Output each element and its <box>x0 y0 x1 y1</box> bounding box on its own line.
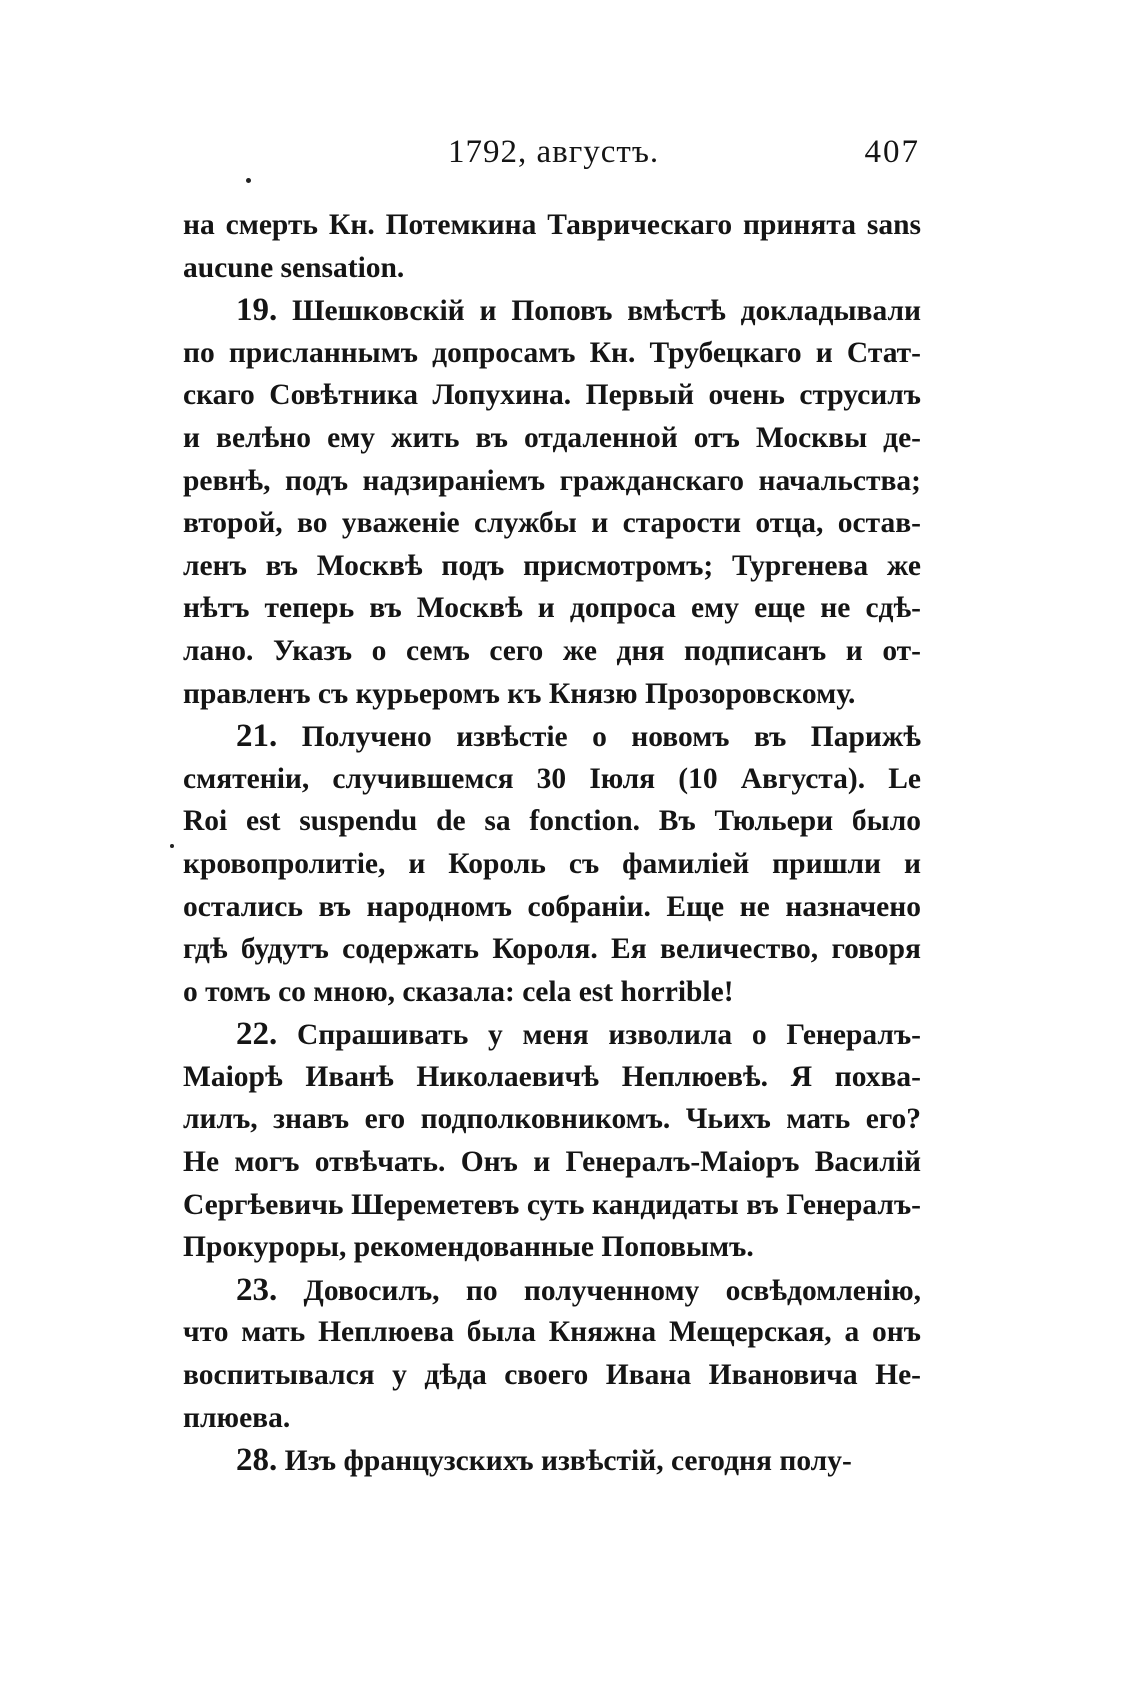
text-line: ленъ въ Москвѣ подъ присмотромъ; Тургенева же <box>183 549 921 582</box>
text-line: Сергѣевичь Шереметевъ суть кандидаты въ Генералъ- <box>183 1188 921 1221</box>
text-line: на смерть Кн. Потемкина Таврическаго принята sans <box>183 209 921 241</box>
entry-number: 19. <box>236 292 278 329</box>
header-title: 1792, августъ. <box>448 134 660 170</box>
text-line: Шешковскій и Поповъ вмѣстѣ докладывали <box>292 295 921 328</box>
text-line: гдѣ будутъ содержать Короля. Ея величество, говоря <box>183 933 921 966</box>
text-line: Спрашивать у меня изволила о Генералъ- <box>296 1019 922 1052</box>
text-line: второй, во уваженіе службы и старости отца, остав- <box>183 507 921 540</box>
text-line: Довосилъ, по полученному освѣдомленію, <box>303 1274 922 1307</box>
text-line: и велѣно ему жить въ отдаленной отъ Москвы де- <box>183 421 921 454</box>
entry-line <box>183 1269 921 1312</box>
page-body <box>183 204 921 1482</box>
print-speck <box>170 844 174 848</box>
text-line: Не могъ отвѣчать. Онъ и Генералъ-Маіоръ Василій <box>183 1146 921 1179</box>
entry-line <box>183 1013 921 1056</box>
print-speck <box>246 178 251 183</box>
entry-number: 23. <box>236 1271 278 1308</box>
text-line: воспитывался у дѣда своего Ивана Ивановича Не- <box>183 1359 921 1392</box>
text-line: правленъ съ курьеромъ къ Князю Прозоровскому. <box>183 677 856 710</box>
entry-number: 22. <box>236 1016 278 1053</box>
text-line: Roi est suspendu de sa fonction. Въ Тюльери было <box>183 805 921 838</box>
text-line: плюева. <box>183 1401 291 1434</box>
entry-line <box>183 1439 921 1482</box>
entry-line <box>183 289 921 332</box>
text-line: ревнѣ, подъ надзираніемъ гражданскаго начальства; <box>183 464 921 497</box>
text-line: смятеніи, случившемся 30 Іюля (10 Августа). Le <box>183 762 921 795</box>
text-line: лилъ, знавъ его подполковникомъ. Чьихъ мать его? <box>183 1103 921 1136</box>
text-line: aucune sensation. <box>183 251 405 284</box>
text-line: что мать Неплюева была Княжна Мещерская, а онъ <box>183 1316 921 1349</box>
entry-number: 28. <box>236 1442 278 1479</box>
text-line: лано. Указъ о семъ сего же дня подписанъ и от- <box>183 634 921 667</box>
text-line: Прокуроры, рекомендованные Поповымъ. <box>183 1231 754 1264</box>
text-line: Изъ французскихъ извѣстій, сегодня полу- <box>284 1445 852 1478</box>
text-line: кровопролитіе, и Король съ фамиліей пришли и <box>183 847 921 880</box>
text-line: Маіорѣ Иванѣ Николаевичѣ Неплюевѣ. Я похва- <box>183 1060 921 1093</box>
text-line: нѣтъ теперь въ Москвѣ и допроса ему еще не сдѣ- <box>183 592 921 625</box>
entry-number: 21. <box>236 718 278 755</box>
text-line: о томъ со мною, сказала: cela est horrible! <box>183 975 734 1008</box>
text-line: Получено извѣстіе о новомъ въ Парижѣ <box>301 721 922 754</box>
text-line: скаго Совѣтника Лопухина. Первый очень струсилъ <box>183 379 921 412</box>
running-header <box>180 134 920 184</box>
text-line: по присланнымъ допросамъ Кн. Трубецкаго и Стат- <box>183 336 921 369</box>
text-line: остались въ народномъ собраніи. Еще не назначено <box>183 890 921 923</box>
entry-line <box>183 715 921 758</box>
page-number: 407 <box>864 134 920 170</box>
